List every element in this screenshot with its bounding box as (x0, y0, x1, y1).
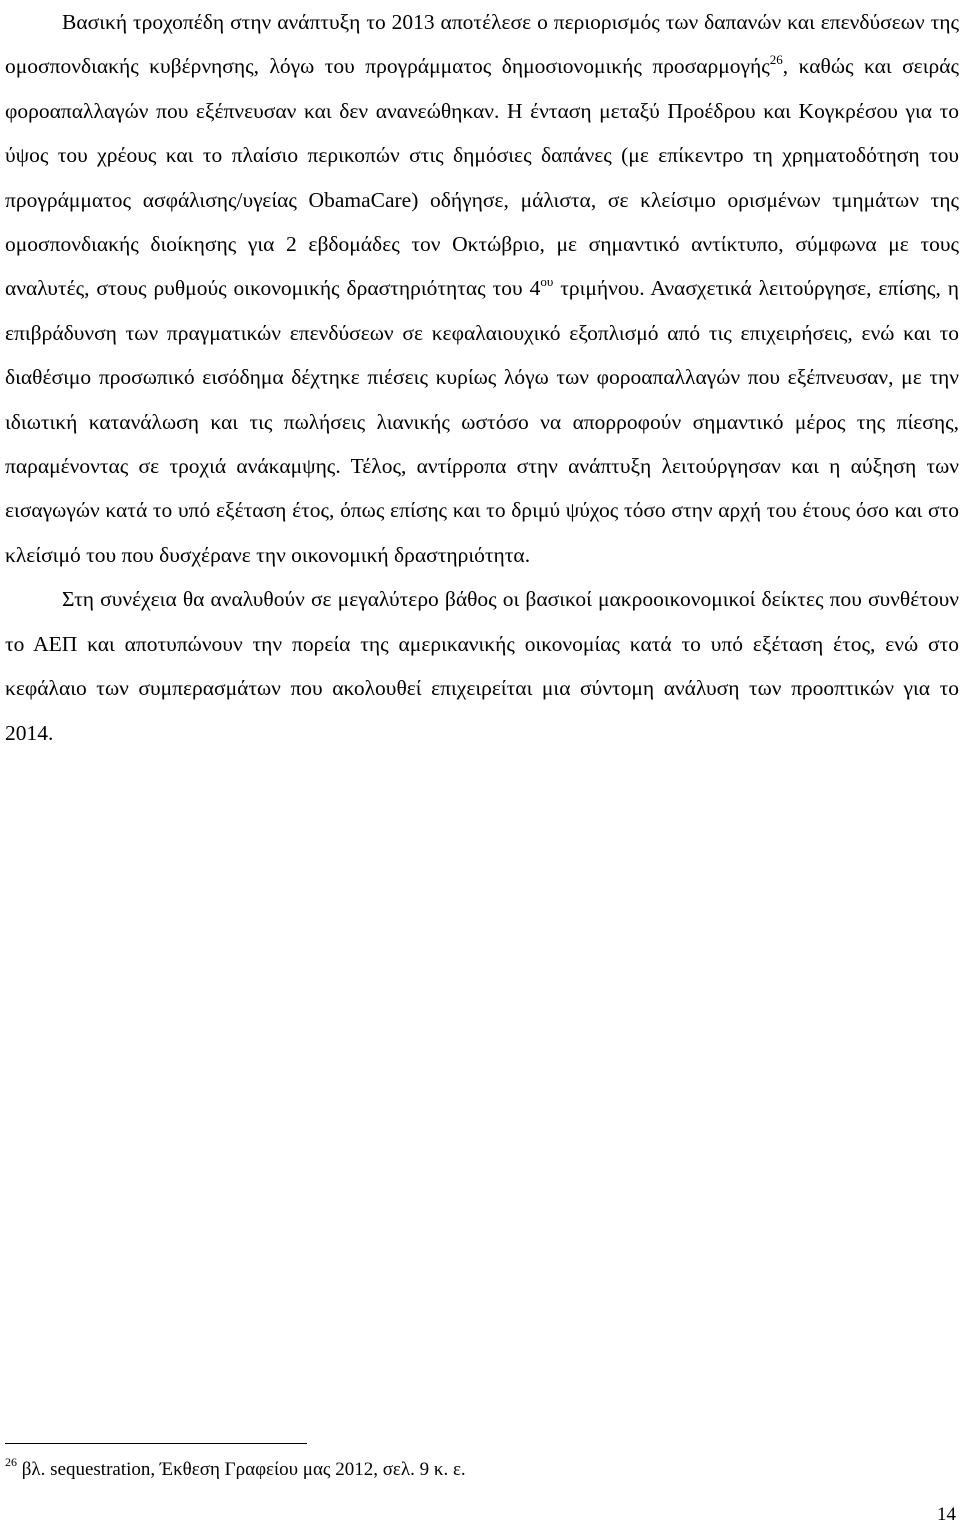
footnote-separator (5, 1443, 307, 1444)
footnote-reference-26: 26 (769, 52, 783, 68)
body-text (5, 0, 959, 755)
paragraph-1-text-3: τριμήνου. Ανασχετικά λειτούργησε, επίσης, η επιβράδυνση των πραγματικών επενδύσεων σε κεφαλαιουχικό εξοπλισμό από τις επιχειρήσεις, ενώ και το διαθέσιμο προσωπικό εισόδημα δέχτηκε πιέσεις κυρίως λόγω των φοροαπαλλαγών που εξέπνευσαν, με την ιδιωτική κατανάλωση και τις πωλήσεις λιανικής ωστόσο να απορροφούν σημαντικό μέρος της πίεσης, παραμένοντας σε τροχιά ανάκαμψης. Τέλος, αντίρροπα στην ανάπτυξη λειτούργησαν και η αύξηση των εισαγωγών κατά το υπό εξέταση έτος, όπως επίσης και το δριμύ ψύχος τόσο στην αρχή του έτους όσο και στο κλείσιμό του που δυσχέρανε την οικονομική δραστηριότητα. (5, 276, 960, 567)
document-page (5, 0, 959, 1528)
paragraph-1 (5, 0, 959, 577)
footnote-marker: 26 (5, 1454, 17, 1469)
paragraph-2 (5, 577, 959, 755)
ordinal-superscript: ου (540, 274, 554, 290)
paragraph-1-text-1: Βασική τροχοπέδη στην ανάπτυξη το 2013 αποτέλεσε ο περιορισμός των δαπανών και επενδύσεων της ομοσπονδιακής κυβέρνησης, λόγω του προγράμματος δημοσιονομικής προσαρμογής (5, 10, 959, 79)
paragraph-1-text-2: , καθώς και σειράς φοροαπαλλαγών που εξέπνευσαν και δεν ανανεώθηκαν. Η ένταση μεταξύ Προέδρου και Κογκρέσου για το ύψος του χρέους και το πλαίσιο περικοπών στις δημόσιες δαπάνες (με επίκεντρο τη χρηματοδότηση του προγράμματος ασφάλισης/υγείας ObamaCare) οδήγησε, μάλιστα, σε κλείσιμο ορισμένων τμημάτων της ομοσπονδιακής διοίκησης για 2 εβδομάδες τον Οκτώβριο, με σημαντικό αντίκτυπο, σύμφωνα με τους αναλυτές, στους ρυθμούς οικονομικής δραστηριότητας του 4 (5, 54, 959, 301)
footnote-26 (5, 1454, 466, 1482)
page-number: 14 (937, 1504, 956, 1525)
paragraph-2-text: Στη συνέχεια θα αναλυθούν σε μεγαλύτερο βάθος οι βασικοί μακροοικονομικοί δείκτες που συνθέτουν το ΑΕΠ και αποτυπώνουν την πορεία της αμερικανικής οικονομίας κατά το υπό εξέταση έτος, ενώ στο κεφάλαιο των συμπερασμάτων που ακολουθεί επιχειρείται μια σύντομη ανάλυση των προοπτικών για το 2014. (5, 587, 959, 745)
footnote-text: βλ. sequestration, Έκθεση Γραφείου μας 2012, σελ. 9 κ. ε. (17, 1459, 466, 1480)
